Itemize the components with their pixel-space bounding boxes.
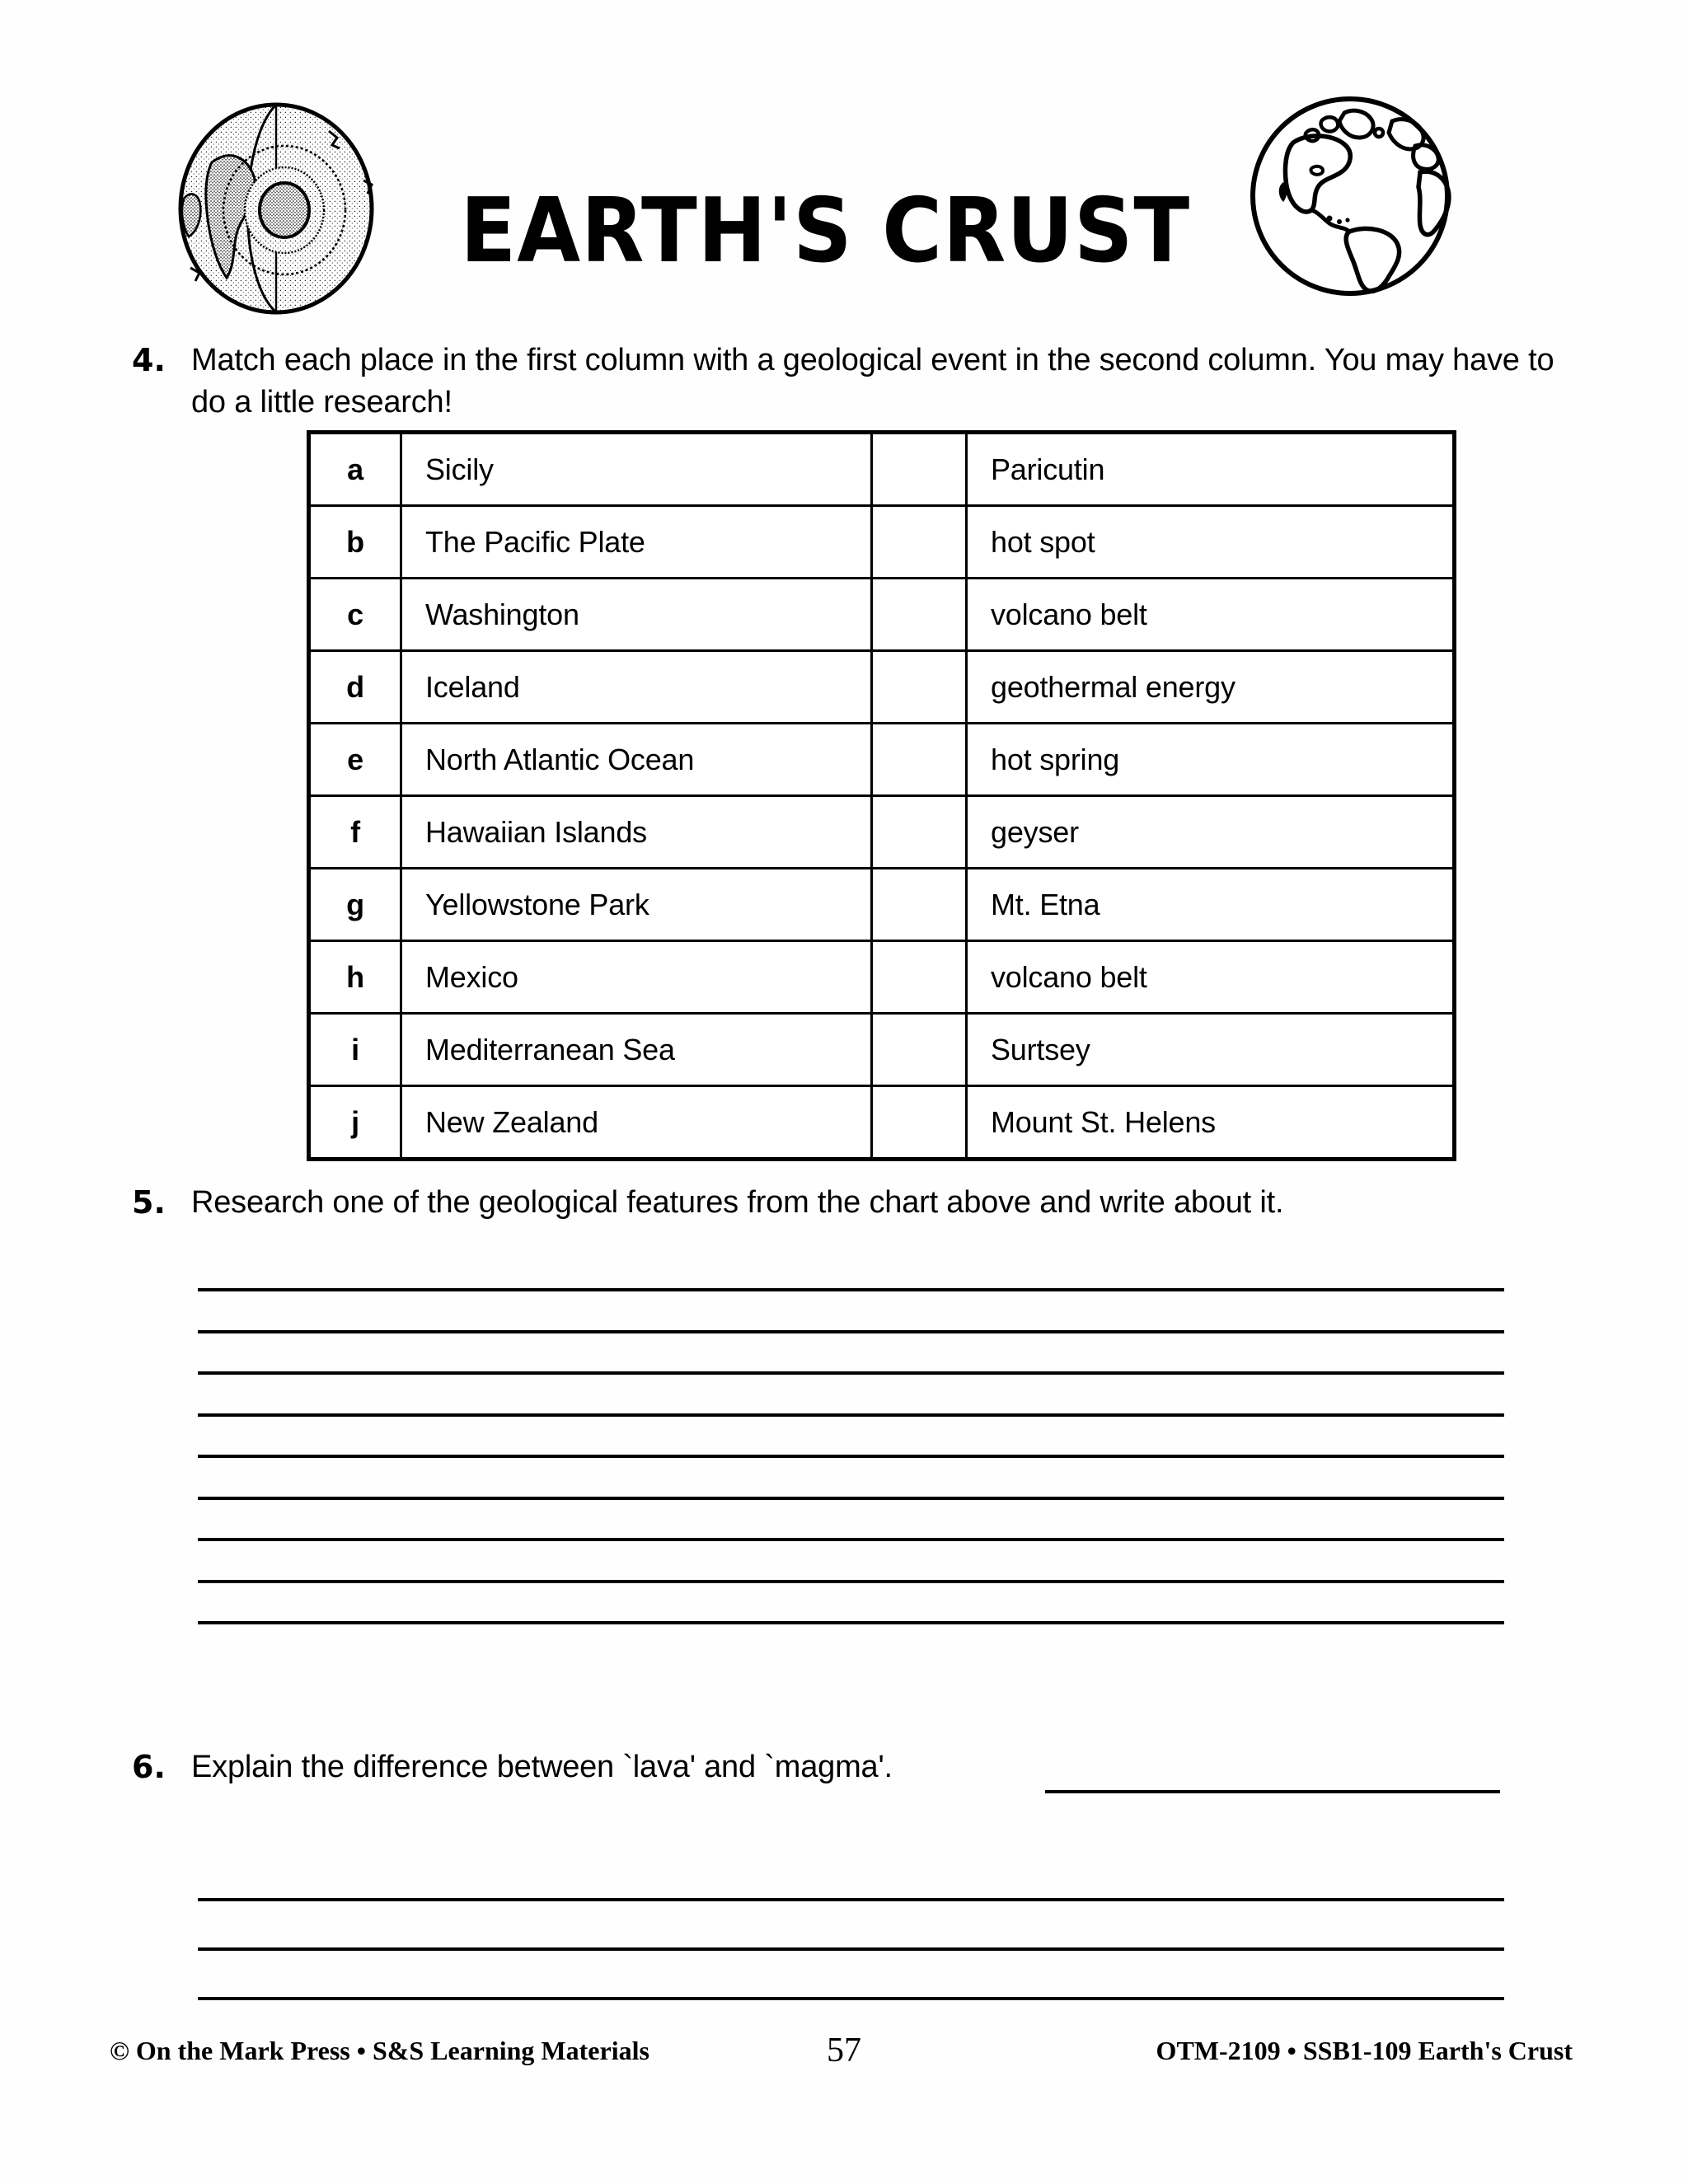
footer-publisher: © On the Mark Press • S&S Learning Materials bbox=[110, 2036, 649, 2065]
table-row bbox=[309, 1086, 1455, 1160]
row-letter: b bbox=[309, 506, 401, 579]
table-row bbox=[309, 941, 1455, 1014]
table-row bbox=[309, 506, 1455, 579]
answer-line-1[interactable] bbox=[198, 1288, 1504, 1291]
page-number: 57 bbox=[827, 2032, 861, 2069]
globe-icon bbox=[1247, 93, 1453, 299]
row-answer-box[interactable] bbox=[872, 506, 967, 579]
answer-line-4[interactable] bbox=[198, 1413, 1504, 1417]
answer-line-5[interactable] bbox=[198, 1455, 1504, 1458]
matching-table-body bbox=[309, 433, 1455, 1160]
row-event: geyser bbox=[967, 796, 1455, 869]
row-answer-box[interactable] bbox=[872, 1086, 967, 1160]
row-place: Sicily bbox=[401, 433, 872, 506]
row-place: Hawaiian Islands bbox=[401, 796, 872, 869]
question-4-text: Match each place in the first column with a geological event in the second column. You may have to do a little research! bbox=[191, 343, 1554, 420]
earth-cross-section-icon bbox=[161, 101, 392, 316]
row-event: Surtsey bbox=[967, 1014, 1455, 1086]
row-event: Paricutin bbox=[967, 433, 1455, 506]
row-event: hot spot bbox=[967, 506, 1455, 579]
question-6-number: 6. bbox=[132, 1749, 166, 1785]
row-answer-box[interactable] bbox=[872, 941, 967, 1014]
question-5-text: Research one of the geological features from the chart above and write about it. bbox=[191, 1185, 1284, 1220]
row-answer-box[interactable] bbox=[872, 651, 967, 724]
answer-line-3[interactable] bbox=[198, 1371, 1504, 1375]
answer-line-1[interactable] bbox=[198, 1898, 1504, 1901]
row-place: North Atlantic Ocean bbox=[401, 724, 872, 796]
row-letter: j bbox=[309, 1086, 401, 1160]
question-6-inline-answer-line[interactable] bbox=[1045, 1790, 1500, 1793]
row-answer-box[interactable] bbox=[872, 869, 967, 941]
row-letter: e bbox=[309, 724, 401, 796]
row-answer-box[interactable] bbox=[872, 433, 967, 506]
table-row bbox=[309, 1014, 1455, 1086]
answer-line-2[interactable] bbox=[198, 1330, 1504, 1333]
row-event: Mt. Etna bbox=[967, 869, 1455, 941]
table-row bbox=[309, 796, 1455, 869]
table-row bbox=[309, 433, 1455, 506]
row-letter: i bbox=[309, 1014, 401, 1086]
page-header bbox=[0, 78, 1688, 326]
question-4-number: 4. bbox=[132, 342, 166, 378]
answer-line-9[interactable] bbox=[198, 1621, 1504, 1624]
question-5-number: 5. bbox=[132, 1184, 166, 1221]
row-letter: d bbox=[309, 651, 401, 724]
row-place: New Zealand bbox=[401, 1086, 872, 1160]
row-event: volcano belt bbox=[967, 579, 1455, 651]
row-answer-box[interactable] bbox=[872, 724, 967, 796]
row-place: Yellowstone Park bbox=[401, 869, 872, 941]
row-letter: c bbox=[309, 579, 401, 651]
row-event: volcano belt bbox=[967, 941, 1455, 1014]
table-row bbox=[309, 724, 1455, 796]
row-answer-box[interactable] bbox=[872, 1014, 967, 1086]
row-place: Mediterranean Sea bbox=[401, 1014, 872, 1086]
row-place: Washington bbox=[401, 579, 872, 651]
row-place: Iceland bbox=[401, 651, 872, 724]
row-letter: h bbox=[309, 941, 401, 1014]
question-6-text: Explain the difference between `lava' and `magma'. bbox=[191, 1750, 893, 1784]
answer-line-8[interactable] bbox=[198, 1580, 1504, 1583]
row-place: The Pacific Plate bbox=[401, 506, 872, 579]
row-event: Mount St. Helens bbox=[967, 1086, 1455, 1160]
answer-line-7[interactable] bbox=[198, 1538, 1504, 1541]
row-place: Mexico bbox=[401, 941, 872, 1014]
answer-line-2[interactable] bbox=[198, 1947, 1504, 1951]
page-footer bbox=[0, 2032, 1688, 2085]
answer-line-3[interactable] bbox=[198, 1997, 1504, 2000]
table-row bbox=[309, 579, 1455, 651]
row-letter: g bbox=[309, 869, 401, 941]
row-answer-box[interactable] bbox=[872, 796, 967, 869]
row-letter: f bbox=[309, 796, 401, 869]
answer-line-6[interactable] bbox=[198, 1497, 1504, 1500]
row-letter: a bbox=[309, 433, 401, 506]
row-event: geothermal energy bbox=[967, 651, 1455, 724]
row-event: hot spring bbox=[967, 724, 1455, 796]
table-row bbox=[309, 651, 1455, 724]
page-title: EARTH'S CRUST bbox=[460, 180, 1191, 284]
table-row bbox=[309, 869, 1455, 941]
footer-code: OTM-2109 • SSB1-109 Earth's Crust bbox=[1156, 2036, 1573, 2065]
row-answer-box[interactable] bbox=[872, 579, 967, 651]
matching-table bbox=[307, 430, 1456, 1161]
